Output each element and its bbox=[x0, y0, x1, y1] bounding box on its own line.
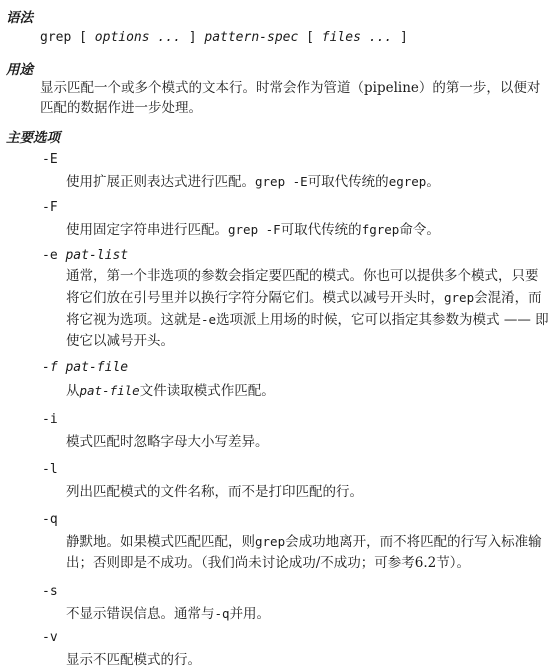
desc-text: 文件读取模式作匹配。 bbox=[139, 383, 275, 399]
desc-text: 选项派上用场的时候，它可以指定其参数为模式 —— 即使它以减号开头。 bbox=[66, 312, 549, 349]
option-desc-q bbox=[66, 531, 551, 574]
option-desc-E bbox=[66, 171, 551, 193]
desc-text: 可取代传统的 bbox=[307, 174, 389, 190]
desc-code: -e bbox=[201, 312, 217, 327]
desc-text: 命令。 bbox=[399, 222, 440, 238]
desc-text: 。 bbox=[426, 174, 440, 190]
option-flag-f bbox=[42, 360, 128, 375]
option-flag-q: -q bbox=[42, 512, 58, 527]
desc-text: 并用。 bbox=[229, 606, 271, 622]
desc-text: 不显示错误信息。通常与 bbox=[66, 606, 215, 622]
desc-code: grep -E bbox=[255, 174, 308, 189]
option-desc-f bbox=[66, 380, 551, 402]
desc-text: 会混淆，而将它视为选项。这就是 bbox=[66, 290, 542, 328]
option-desc-v: 显示不匹配模式的行。 bbox=[66, 652, 201, 668]
syntax-mid: ] bbox=[180, 30, 205, 45]
syntax-mid2: [ bbox=[298, 30, 322, 45]
desc-text: 使用扩展正则表达式进行匹配。 bbox=[66, 174, 255, 190]
desc-code: fgrep bbox=[361, 222, 400, 237]
desc-text: 会成功地离开，而不将匹配的行写入标准输出；否则即是不成功。（我们尚未讨论成功/不成功；可参考6.2节）。 bbox=[66, 534, 542, 571]
desc-code: pat-file bbox=[79, 383, 140, 398]
flag-arg: pat-file bbox=[65, 360, 129, 375]
option-flag-v: -v bbox=[42, 630, 58, 645]
desc-text: 通常，第一个非选项的参数会指定要匹配的模式。你也可以提供多个模式，只要将它们放在引号里并以换行字符分隔它们。模式以减号开头时， bbox=[66, 268, 539, 306]
desc-code: egrep bbox=[388, 174, 427, 189]
usage-heading: 用途 bbox=[6, 62, 33, 78]
syntax-line bbox=[40, 30, 408, 45]
option-desc-e bbox=[66, 266, 551, 352]
syntax-files: files ... bbox=[321, 30, 393, 45]
desc-code: grep bbox=[255, 534, 286, 549]
desc-code: grep bbox=[444, 290, 475, 305]
option-flag-i: -i bbox=[42, 412, 58, 427]
option-flag-l: -l bbox=[42, 462, 58, 477]
option-flag-F: -F bbox=[42, 200, 58, 215]
flag: -e bbox=[42, 248, 58, 263]
syntax-pattern: pattern-spec bbox=[204, 30, 299, 45]
option-desc-l: 列出匹配模式的文件名称，而不是打印匹配的行。 bbox=[66, 484, 363, 500]
option-flag-E: -E bbox=[42, 152, 58, 167]
syntax-heading: 语法 bbox=[6, 10, 33, 26]
option-flag-s: -s bbox=[42, 584, 58, 599]
option-desc-i: 模式匹配时忽略字母大小写差异。 bbox=[66, 434, 269, 450]
desc-text: 静默地。如果模式匹配匹配，则 bbox=[66, 534, 255, 550]
desc-text: 可取代传统的 bbox=[280, 222, 362, 238]
syntax-end: ] bbox=[392, 30, 408, 45]
desc-code: -q bbox=[214, 606, 230, 621]
syntax-options: options ... bbox=[94, 30, 181, 45]
option-flag-e bbox=[42, 248, 128, 263]
desc-text: 从 bbox=[66, 383, 80, 399]
main-options-heading: 主要选项 bbox=[6, 130, 60, 146]
syntax-cmd: grep [ bbox=[40, 30, 95, 45]
usage-text: 显示匹配一个或多个模式的文本行。时常会作为管道（pipeline）的第一步，以便对匹配的数据作进一步处理。 bbox=[40, 80, 541, 116]
flag-arg: pat-list bbox=[65, 248, 129, 263]
desc-code: grep -F bbox=[228, 222, 281, 237]
desc-text: 使用固定字符串进行匹配。 bbox=[66, 222, 228, 238]
flag: -f bbox=[42, 360, 58, 375]
option-desc-F bbox=[66, 219, 551, 241]
option-desc-s bbox=[66, 603, 551, 625]
